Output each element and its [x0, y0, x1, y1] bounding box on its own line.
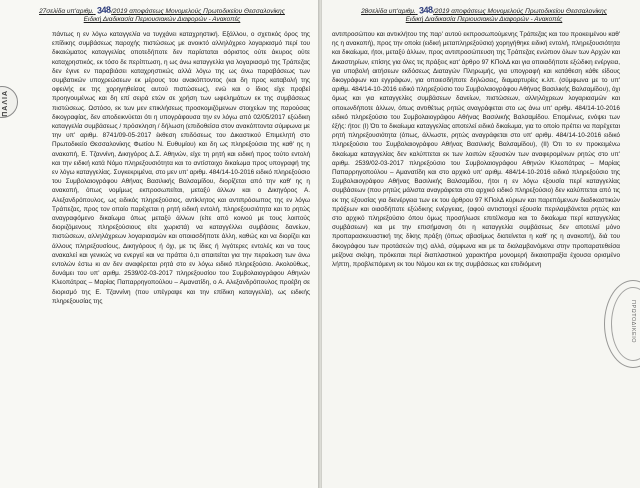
left-procedure-text: Ειδική Διαδικασία Περιουσιακών Διαφορών - Ανακοπές [83, 16, 241, 23]
right-page-header [338, 6, 630, 24]
right-procedure-text: Ειδική Διαδικασία Περιουσιακών Διαφορών - Ανακοπές [405, 16, 563, 23]
right-page-body: αντιπροσώπου και αντικλήτου της παρ' αυτού εκπροσωπούμενης Τράπεζας και του προκειμένου καθ' ης η ανακοπή), προς την οποία (ειδική μεταπληρεξούσια) χορηγήθηκε ειδική εντολή, πληρεξουσιότητα και δικαίωμα, ήτοι, μεταξύ άλλων, προς αντιπροσώπευση της Τράπεζας ενώπιον όλων των Αρχών και Δικαστηρίων, επίσης για όλες τις πράξεις κατ' άρθρο 97 ΚΠολΔ και για οποιαδήποτε εξώδικη ενέργεια, για υποβολή αιτήσεων εκδόσεως Διαταγών Πληρωμής, για υπογραφή και κατάθεση κάθε είδους δικογράφων και εγγράφων, για οποιεσδήποτε δηλώσεις, διαμαρτυρίες κ.λπ. (σύμφωνα με το υπ' αριθμ. 484/14-10-2016 ειδικό πληρεξούσιο του Συμβολαιογράφου Αθήνας Βασιλικής Βαλσαμίδου), όχι όμως και για καταγγελίες συμβάσεων δανείων, πιστώσεων, αλληλόχρεων λογαριασμών και οποιωνδήποτε άλλων, όπως αντιθέτως ρητώς αναγράφεται στο ως άνω υπ' αριθμ. 484/14-10-2016 ειδικό πληρεξούσιο του Συμβολαιογράφου Αθήνας Βασιλικής Βαλσαμίδου. Επομένως, ενόψει των έξής: ήτοι: (Ι) Ότι το δικαίωμα καταγγελίας αποτελεί ειδικό δικαίωμα, για το οποίο πρέπει να παρέχεται ρητή πληρεξουσιότητα (όπως, άλλωστε, ρητώς αναγράφεται στο υπ' αριθμ. 484/14-10-2016 ειδικό πληρεξούσιο του Συμβολαιογράφου Αθήνας Βασιλικής Βαλσαμίδου), (ΙΙ) Ότι το εν προκειμένω δικαίωμα καταγγελίας δεν καλύπτεται εκ των λοιπών εξουσιών των αναφερομένων ρητώς στο υπ' αριθμ. 2539/02-03-2017 πληρεξούσιο του Συμβολαιογράφου Αθηνών Κλεοπάτρας – Μαρίας Παπαρρηγοπούλου – Αμανατίδη και στο αρχικό υπ' αριθμ. 484/14-10-2016 ειδικό πληρεξούσιο της Συμβολαιογράφου Αθήνας Βασιλικής Βαλσαμίδου, ήτοι η εν λόγω εξουσία περί καταγγελίας συμβάσεων (που ρητώς μάλιστα αναγράφεται στο αρχικό ειδικό πληρεξούσιο) δεν καλύπτεται από τις εκ της εξουσίας για διενέργεια των εκ του άρθρου 97 ΚΠολΔ κύριων και παρεπόμενων διαδικαστικών πράξεων και οιασδήποτε εξώδικης ενέργειας, (αφού αντιστοιχεί εξουσία περιλαμβάνεται ρητώς και στο αρχικό πληρεξούσιο όπου όμως προσήλωσε επιτέλεσμα και το δικαίωμα περί καταγγελίας συμβάσεων) και με την επισήμανση ότι η καταγγελία συμβάσεως δεν αποτελεί μόνο προπαρασκευαστική της δίκης πράξη (όπως αβασίμως διατείνεται η καθ' ης η ανακοπή), διά του δικογράφου των προτάσεών της) αλλά, σύμφωνα και με τα διαλαμβανόμενα στην προπαρατεθείσα μείζονα σκέψη, πρόκειται περί διαπλαστικού χαρακτήρα μονομερή δικαιοπραξία έχουσα ορισμένο λήπτη, προβλεπόμενη εκ του Νόμου και εκ της συμβάσεως και επιδιόμενη [332, 31, 620, 269]
right-header-line1 [338, 6, 630, 16]
right-page [322, 0, 640, 488]
left-page-prefix: 27 [39, 8, 47, 15]
right-page-label: σελίδα υπ'αριθμ. [368, 8, 416, 15]
margin-stamp: ΠΑΛΙΑ [2, 90, 9, 117]
right-page-prefix: 28 [361, 8, 369, 15]
left-handwritten-number: 348 [96, 4, 111, 16]
right-handwritten-number: 348 [418, 4, 433, 16]
left-page-body: πάντως η εν λόγω καταγγελία να τυγχάνει καταχρηστική. Εξάλλου, ο σχετικός όρος της επίδικης συμβάσεως παροχής πιστώσεως με ανοικτό αλληλόχρεο λογαριασμό περί του δικαιώματος καταγγελίας οποτεδήποτε δεν παρίσταται αόριστος ούτε άκυρος ούτε καταχρηστικός, εκ τόσο δε περίπτωση, η ως άνω καταγγελία για λογαριασμό της Τράπεζας δεν έγινε εν παραβιάσει καταχρηστικώς αλλά λόγω της ως άνω παραβάσεως των συμβατικών υποχρεώσεων εκ μέρους του ανακόπτοντος (και δη προς καταβολή της οφειλής εκ της χορηγηθείσας αυτού πιστώσεως), ενώ και ο ίδιος είχε προβεί προηγουμένως και δη επί σειρά ετών σε χρήση των ωφελημάτων εκ της συμβάσεως πιστώσεως. Ωστόσο, εκ των μεν επικλήσεως προσκομιζόμενων στοιχείων της παρούσας δικογραφίας, δεν αποδεικνύεται ότι η υπογράφουσα την εν λόγω από 02/05/2017 εξώδικη καταγγελία συμβάσεως / πρόσκληση / δήλωση (επιδοθείσα στον ανακόπτοντα σύμφωνα με την υπ' αριθμ. 8741/09-05-2017 έκθεση επιδόσεως του Δικαστικού Επιμελητή στο Πρωτοδικείο Θεσσαλονίκης Φωτίου Ν. Ευθυμίου) και δη ως πληρεξούσια της καθ' ης η ανακοπή, Ε. Τζαννίνη, Δικηγόρος Δ.Σ. Αθηνών, είχε τη ρητή και ειδική προς τούτο εντολή και την ειδική κατά Νόμο πληρεξουσιότητα και το αντίστοιχο δικαίωμα προς υπογραφή της εν λόγω καταγγελίας. Συγκεκριμένα, στο μεν υπ' αριθμ. 484/14-10-2016 ειδικό πληρεξούσιο του Συμβολαιογράφου Αθήνας Βασιλικής Βαλσαμίδου, διορίζεται από την καθ' ης η ανακοπή, όπως νομίμως εκπροσωπείται, μεταξύ άλλων και ο Δικηγόρος Α. Αλεξανδρόπουλος, ως ειδικός πληρεξούσιος, αντίκλητος και αντιπρόσωπος της εν λόγω Τράπεζας, προς τον οποίο παρέχεται η ρητή ειδική εντολή, πληρεξουσιότητα και το ρητώς αναγραφόμενο δικαίωμα όπως μεταξύ άλλων (είτε από κοινού με τους λοιπούς διοριζόμενους πληρεξούσιους είτε χωριστά) να καταγγέλλει συμβάσεις δανείων, πιστώσεων, αλληλόχρεων λογαριασμών και οποιασδήποτε άλλη, καθώς και να διορίζει και άλλους πληρεξουσίους, Δικηγόρους ή όχι, με τις ίδιες ή λιγότερες εντολές και να τους ανακαλεί και γενικώς να ενεργεί και να πράττει ό,τι απαιτείται για την περαίωση των άνω εντολών έστω κι αν δεν αναφέρεται ρητά στο εν λόγω ειδικό πληρεξούσιο. Ακολούθως, δυνάμει του υπ' αριθμ. 2539/02-03-2017 πληρεξουσίου του Συμβολαιογράφου Αθηνών Κλεοπάτρας – Μαρίας Παπαρρηγοπούλου – Αμανατίδη, ο Α. Αλεξανδρόπουλος προέβη σε διορισμό της Ε. Τζαννίνη (που υπέγραψε και την επίδικη καταγγελία), ως ειδικής πληρεξουσίας της [52, 31, 311, 305]
right-decision-text: /2019 αποφάσεως Μονομελούς Πρωτοδικείου Θεσσαλονίκης [433, 8, 607, 15]
court-seal-text: ΠΡΩΤΟΔΙΚΕΙΟ [630, 300, 636, 344]
left-decision-text: /2019 αποφάσεως Μονομελούς Πρωτοδικείου Θεσσαλονίκης [111, 8, 285, 15]
left-page [0, 0, 318, 488]
left-page-label: σελίδα υπ'αριθμ. [46, 8, 94, 15]
left-header-line1 [16, 6, 308, 16]
left-page-header [16, 6, 308, 24]
